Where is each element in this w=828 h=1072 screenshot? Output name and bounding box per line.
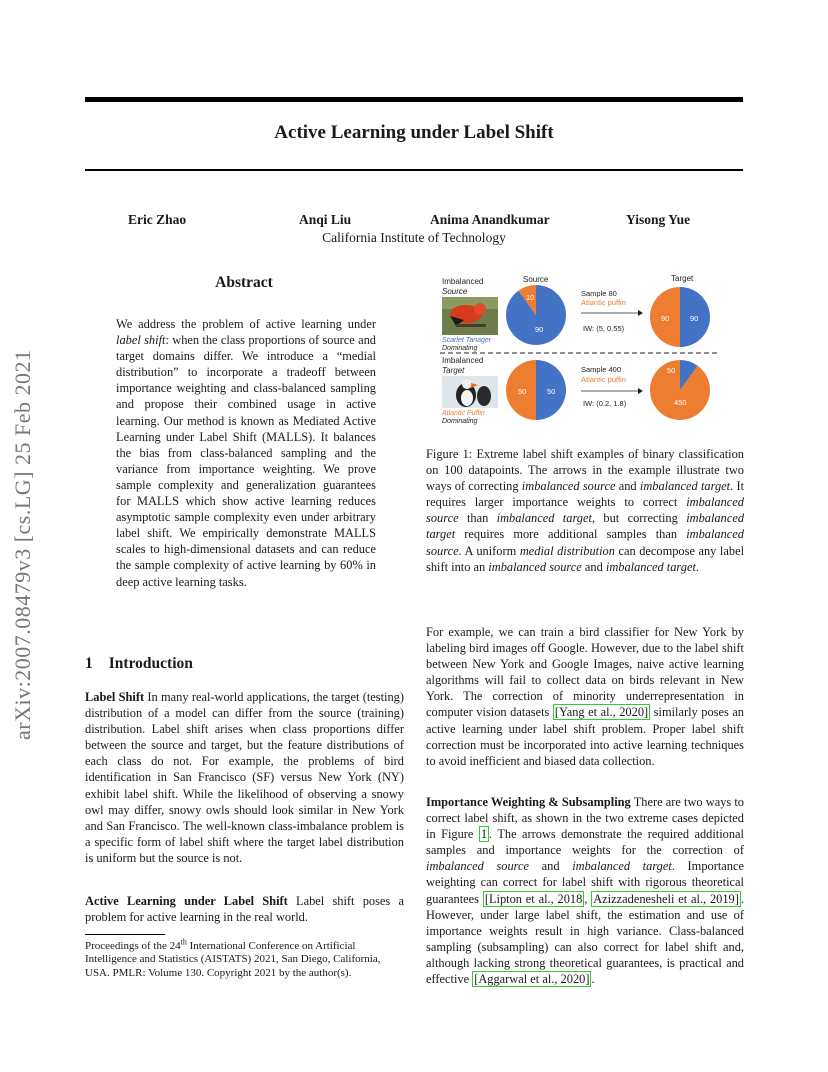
- scarlet-label: Scarlet Tanager: [442, 337, 492, 344]
- figure-1: [436, 270, 736, 430]
- affiliation: California Institute of Technology: [322, 230, 506, 245]
- example-paragraph: For example, we can train a bird classifier for New York by labeling bird images off Google. However, due to the label shift between New York and Google Images, naive active learning algorithms will fail to collect data on birds relevant in New York. The correction of minority underrepresentation in computer vision datasets [Yang et al., 2020] similarly poses an active learning under label shift problem. Proper label shift correction must be incorporated into active learning techniques to avoid inefficient and biased data collection.: [426, 625, 744, 768]
- row1-arrowhead: [638, 310, 643, 316]
- imbalanced-label-1: Imbalanced: [442, 277, 484, 286]
- scarlet-tanager-photo: [442, 297, 498, 335]
- active-learning-paragraph: Active Learning under Label Shift Label shift poses a problem for active learning in the real world.: [85, 894, 404, 925]
- title-rule-bottom: [85, 169, 743, 171]
- dominating-label-1: Dominating: [442, 345, 478, 352]
- author-3: Anima Anandkumar: [430, 212, 550, 227]
- row2-sample: Sample 400: [581, 365, 622, 374]
- citation-azizzadenesheli[interactable]: Azizzadenesheli et al., 2019]: [593, 891, 739, 906]
- abstract-heading: Abstract: [215, 274, 273, 291]
- pie1-blue-value: 90: [535, 325, 544, 334]
- pie1-orange-value: 10: [526, 293, 535, 302]
- row1-species: Atlantic puffin: [581, 298, 626, 307]
- pie3-blue-value: 50: [547, 387, 556, 396]
- imbalanced-label-2: Imbalanced: [442, 356, 484, 365]
- citation-lipton[interactable]: [Lipton et al., 2018: [484, 891, 583, 906]
- pie4-orange-value: 450: [674, 398, 687, 407]
- target-column-label: Target: [671, 274, 694, 283]
- target-word: Target: [442, 366, 465, 375]
- citation-yang[interactable]: [Yang et al., 2020]: [554, 705, 649, 720]
- pie-target-balanced: [650, 287, 710, 347]
- title-rule-top: [85, 97, 743, 102]
- row1-sample: Sample 80: [581, 289, 617, 298]
- source-column-label: Source: [523, 275, 549, 284]
- arxiv-stamp: arXiv:2007.08479v3 [cs.LG] 25 Feb 2021: [10, 349, 35, 740]
- atlantic-puffin-photo: [442, 376, 498, 408]
- row2-arrowhead: [638, 388, 643, 394]
- footnote: Proceedings of the 24th International Conference on Artificial Intelligence and Statistics (AISTATS) 2021, San Diego, California, USA. PMLR: Volume 130. Copyright 2021 by the author(s).: [85, 937, 381, 979]
- source-word: Source: [442, 287, 468, 296]
- label-shift-paragraph: Label Shift In many real-world applications, the target (testing) distribution of a model can differ from the source (training) distribution. Label shift arises when class proportions differ between the source and target, but the feature distributions of each class do not. For example, the problems of bird identification in San Francisco (SF) versus New York (NY) exhibit label shift. While the likelihood of observing a snowy owl may differ, snowy owls should look similar in New York and San Francisco. The well-known class-imbalance problem is a specific form of label shift where the target label distribution is uniform but the source is not.: [85, 690, 405, 865]
- puffin-label: Atlantic Puffin: [442, 410, 485, 417]
- author-1: Eric Zhao: [128, 212, 187, 227]
- author-4: Yisong Yue: [626, 212, 691, 227]
- row2-species: Atlantic puffin: [581, 375, 626, 384]
- row2-iw: IW: (0.2, 1.8): [583, 399, 627, 408]
- footnote-rule: [85, 934, 165, 935]
- author-2: Anqi Liu: [299, 212, 352, 227]
- abstract-body: We address the problem of active learning under label shift: when the class proportions of source and target domains differ. We introduce a “medial distribution” to incorporate a tradeoff between importance weighting and class-balanced sampling and propose their combined usage in active learning. Our method is known as Mediated Active Learning under Label Shift (MALLS). It balances the bias from class-balanced sampling and the variance from importance weighting. We prove sample complexity and generalization guarantees for MALLS which show active learning reduces asymptotic sample complexity even under arbitrary label shift. We empirically demonstrate MALLS scales to high-dimensional datasets and can reduce the sample complexity of active learning by 60% in deep active learning tasks.: [116, 317, 377, 589]
- pie4-blue-value: 50: [667, 366, 676, 375]
- section-heading: 1 Introduction: [85, 655, 193, 672]
- pie1-blue-slice: [506, 285, 566, 345]
- figure-ref-link[interactable]: 1: [480, 827, 488, 842]
- dominating-label-2: Dominating: [442, 418, 478, 425]
- pie-source-imbalanced: [506, 285, 566, 345]
- row1-iw: IW: (5, 0.55): [583, 324, 625, 333]
- pie3-orange-value: 50: [518, 387, 527, 396]
- paper-title: Active Learning under Label Shift: [274, 122, 554, 143]
- pie2-blue-value: 90: [690, 314, 699, 323]
- figure-caption: Figure 1: Extreme label shift examples of binary classification on 100 datapoints. The arrows in the example illustrate two ways of correcting imbalanced source and imbalanced target. It requires larger importance weights to correct imbalanced source than imbalanced target, but correcting imbalanced target requires more additional samples than imbalanced source. A uniform medial distribution can decompose any label shift into an imbalanced source and imbalanced target.: [426, 447, 745, 574]
- citation-aggarwal[interactable]: [Aggarwal et al., 2020]: [474, 972, 590, 987]
- pie-source-balanced: [506, 360, 566, 420]
- pie-target-imbalanced: [650, 360, 710, 420]
- importance-weighting-paragraph: Importance Weighting & Subsampling There are two ways to correct label shift, as shown in the two extreme cases depicted in Figure 1 . The arrows demonstrate the required additional samples and importance weights for the correction of imbalanced source and imbalanced target. Importance weighting can correct for label shift with rigorous theoretical guarantees [Lipton et al., 2018 , Azizzadenesheli et al., 2019] . However, under large label shift, the estimation and use of importance weights result in high variance. Class-balanced sampling (subsampling) can also correct for label shift and, although lacking strong theoretical guarantees, is practical and effective [Aggarwal et al., 2020] .: [426, 795, 744, 987]
- pie2-orange-value: 90: [661, 314, 670, 323]
